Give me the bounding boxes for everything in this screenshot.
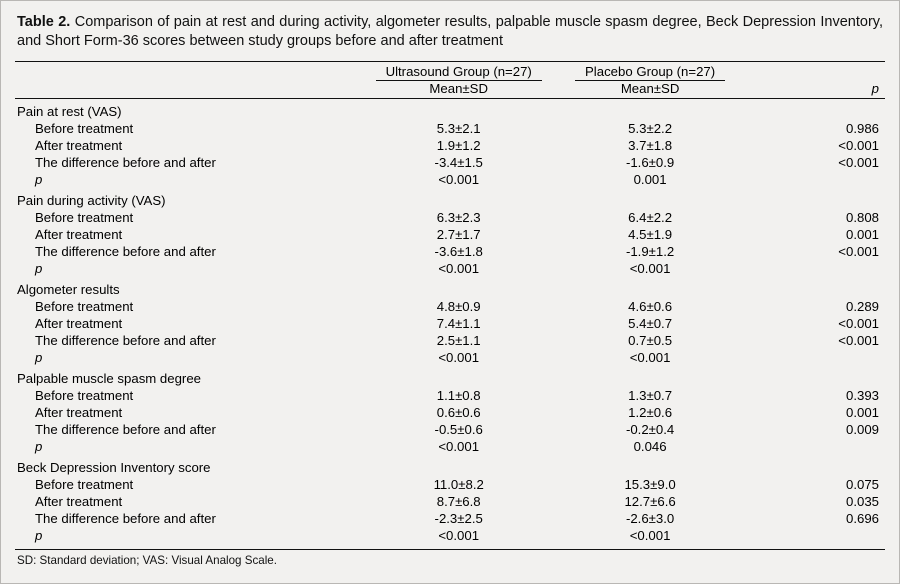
row-placebo: 6.4±2.2 xyxy=(628,210,673,226)
row-label: Before treatment xyxy=(35,121,134,137)
row-placebo: -1.9±1.2 xyxy=(625,244,675,260)
row-p: 0.035 xyxy=(845,494,879,510)
row-ultrasound: -0.5±0.6 xyxy=(434,422,483,438)
table-row xyxy=(15,260,885,277)
table-row xyxy=(15,120,885,137)
section-title: Pain during activity (VAS) xyxy=(17,193,166,209)
row-ultrasound: 0.6±0.6 xyxy=(436,405,481,421)
table-row xyxy=(15,154,885,171)
subheader-row xyxy=(15,81,885,96)
row-ultrasound: <0.001 xyxy=(438,439,480,455)
row-label: Before treatment xyxy=(35,477,134,493)
table-row xyxy=(15,510,885,527)
row-label: Before treatment xyxy=(35,388,134,404)
group-header-row xyxy=(15,64,885,81)
group-header-ultrasound: Ultrasound Group (n=27) xyxy=(363,64,554,81)
group-header-blank xyxy=(15,64,363,81)
row-label: After treatment xyxy=(35,138,123,154)
row-p: 0.986 xyxy=(845,121,879,137)
table-row xyxy=(15,476,885,493)
row-label: Before treatment xyxy=(35,210,134,226)
row-placebo: 5.3±2.2 xyxy=(628,121,673,137)
row-placebo: 5.4±0.7 xyxy=(628,316,673,332)
row-placebo: <0.001 xyxy=(629,261,671,277)
table-row xyxy=(15,226,885,243)
section-row xyxy=(15,188,885,209)
row-placebo: 0.001 xyxy=(633,172,667,188)
row-p xyxy=(746,349,885,366)
row-p xyxy=(746,438,885,455)
row-label: Before treatment xyxy=(35,299,134,315)
table-row xyxy=(15,209,885,226)
row-label: After treatment xyxy=(35,316,123,332)
row-ultrasound: 1.9±1.2 xyxy=(436,138,481,154)
row-ultrasound: 2.5±1.1 xyxy=(436,333,481,349)
section-title: Palpable muscle spasm degree xyxy=(17,371,201,387)
subheader-placebo-meansd: Mean±SD xyxy=(620,81,680,97)
caption-text: Comparison of pain at rest and during activity, algometer results, palpable muscle spasm degree, Beck Depression Inventory, and Short Form-36 scores between study groups before and after treatment xyxy=(17,14,883,50)
section-row xyxy=(15,366,885,387)
section-row xyxy=(15,455,885,476)
row-p: 0.075 xyxy=(845,477,879,493)
row-placebo: 0.7±0.5 xyxy=(628,333,673,349)
table-row xyxy=(15,243,885,260)
row-p: 0.808 xyxy=(845,210,879,226)
row-p: <0.001 xyxy=(838,333,879,349)
row-label: After treatment xyxy=(35,227,123,243)
table-row xyxy=(15,421,885,438)
row-ultrasound: 5.3±2.1 xyxy=(436,121,481,137)
row-label: After treatment xyxy=(35,494,123,510)
row-ultrasound: 4.8±0.9 xyxy=(436,299,481,315)
row-p: 0.696 xyxy=(845,511,879,527)
subheader-p: p xyxy=(871,81,879,97)
row-ultrasound: 8.7±6.8 xyxy=(436,494,481,510)
row-ultrasound: 2.7±1.7 xyxy=(436,227,481,243)
row-label: p xyxy=(35,172,43,188)
row-p xyxy=(746,171,885,188)
caption-label: Table 2. xyxy=(17,14,71,30)
row-ultrasound: 6.3±2.3 xyxy=(436,210,481,226)
row-ultrasound: <0.001 xyxy=(438,528,480,544)
table-row xyxy=(15,387,885,404)
row-ultrasound: -2.3±2.5 xyxy=(434,511,483,527)
row-p: 0.001 xyxy=(845,227,879,243)
group-header-placebo: Placebo Group (n=27) xyxy=(554,64,745,81)
row-label: The difference before and after xyxy=(35,333,216,349)
row-placebo: -0.2±0.4 xyxy=(625,422,675,438)
row-placebo: <0.001 xyxy=(629,350,671,366)
row-p xyxy=(746,260,885,277)
row-placebo: 15.3±9.0 xyxy=(624,477,676,493)
row-label: The difference before and after xyxy=(35,511,216,527)
table-row xyxy=(15,298,885,315)
row-label: The difference before and after xyxy=(35,155,216,171)
section-title: Algometer results xyxy=(17,282,120,298)
row-label: After treatment xyxy=(35,405,123,421)
row-placebo: 12.7±6.6 xyxy=(624,494,676,510)
row-placebo: 4.5±1.9 xyxy=(628,227,673,243)
row-p: <0.001 xyxy=(838,316,879,332)
row-label: The difference before and after xyxy=(35,422,216,438)
section-title: Pain at rest (VAS) xyxy=(17,104,122,120)
row-placebo: 0.046 xyxy=(633,439,667,455)
table-row xyxy=(15,438,885,455)
row-ultrasound: 7.4±1.1 xyxy=(436,316,481,332)
table-row xyxy=(15,171,885,188)
table-caption xyxy=(17,13,883,51)
table-row xyxy=(15,315,885,332)
row-label: The difference before and after xyxy=(35,244,216,260)
row-p: 0.393 xyxy=(845,388,879,404)
row-label: p xyxy=(35,261,43,277)
row-ultrasound: <0.001 xyxy=(438,261,480,277)
table-row xyxy=(15,493,885,510)
row-ultrasound: -3.6±1.8 xyxy=(434,244,483,260)
row-placebo: 1.3±0.7 xyxy=(628,388,673,404)
row-p: 0.289 xyxy=(845,299,879,315)
table-row xyxy=(15,527,885,544)
row-placebo: -2.6±3.0 xyxy=(625,511,675,527)
table-body xyxy=(15,62,885,550)
row-p: 0.009 xyxy=(845,422,879,438)
row-placebo: 3.7±1.8 xyxy=(628,138,673,154)
row-p xyxy=(746,527,885,544)
row-ultrasound: 11.0±8.2 xyxy=(433,477,484,493)
section-row xyxy=(15,277,885,298)
row-placebo: 4.6±0.6 xyxy=(628,299,673,315)
row-ultrasound: <0.001 xyxy=(438,350,480,366)
table-row xyxy=(15,404,885,421)
row-p: <0.001 xyxy=(838,138,879,154)
results-table xyxy=(15,61,885,550)
row-ultrasound: 1.1±0.8 xyxy=(436,388,481,404)
subheader-blank xyxy=(15,81,363,96)
section-title: Beck Depression Inventory score xyxy=(17,460,211,476)
row-ultrasound: -3.4±1.5 xyxy=(434,155,483,171)
group-header-p-blank xyxy=(746,64,885,81)
row-label: p xyxy=(35,350,43,366)
row-p: <0.001 xyxy=(838,155,879,171)
row-ultrasound: <0.001 xyxy=(438,172,480,188)
table-row xyxy=(15,137,885,154)
row-placebo: -1.6±0.9 xyxy=(625,155,675,171)
row-label: p xyxy=(35,439,43,455)
section-row xyxy=(15,99,885,121)
row-placebo: <0.001 xyxy=(629,528,671,544)
table-row xyxy=(15,332,885,349)
table-row xyxy=(15,349,885,366)
row-p: 0.001 xyxy=(845,405,879,421)
table-footnote: SD: Standard deviation; VAS: Visual Analog Scale. xyxy=(17,554,277,568)
row-p: <0.001 xyxy=(838,244,879,260)
row-placebo: 1.2±0.6 xyxy=(628,405,673,421)
subheader-ultrasound-meansd: Mean±SD xyxy=(429,81,488,97)
row-label: p xyxy=(35,528,43,544)
